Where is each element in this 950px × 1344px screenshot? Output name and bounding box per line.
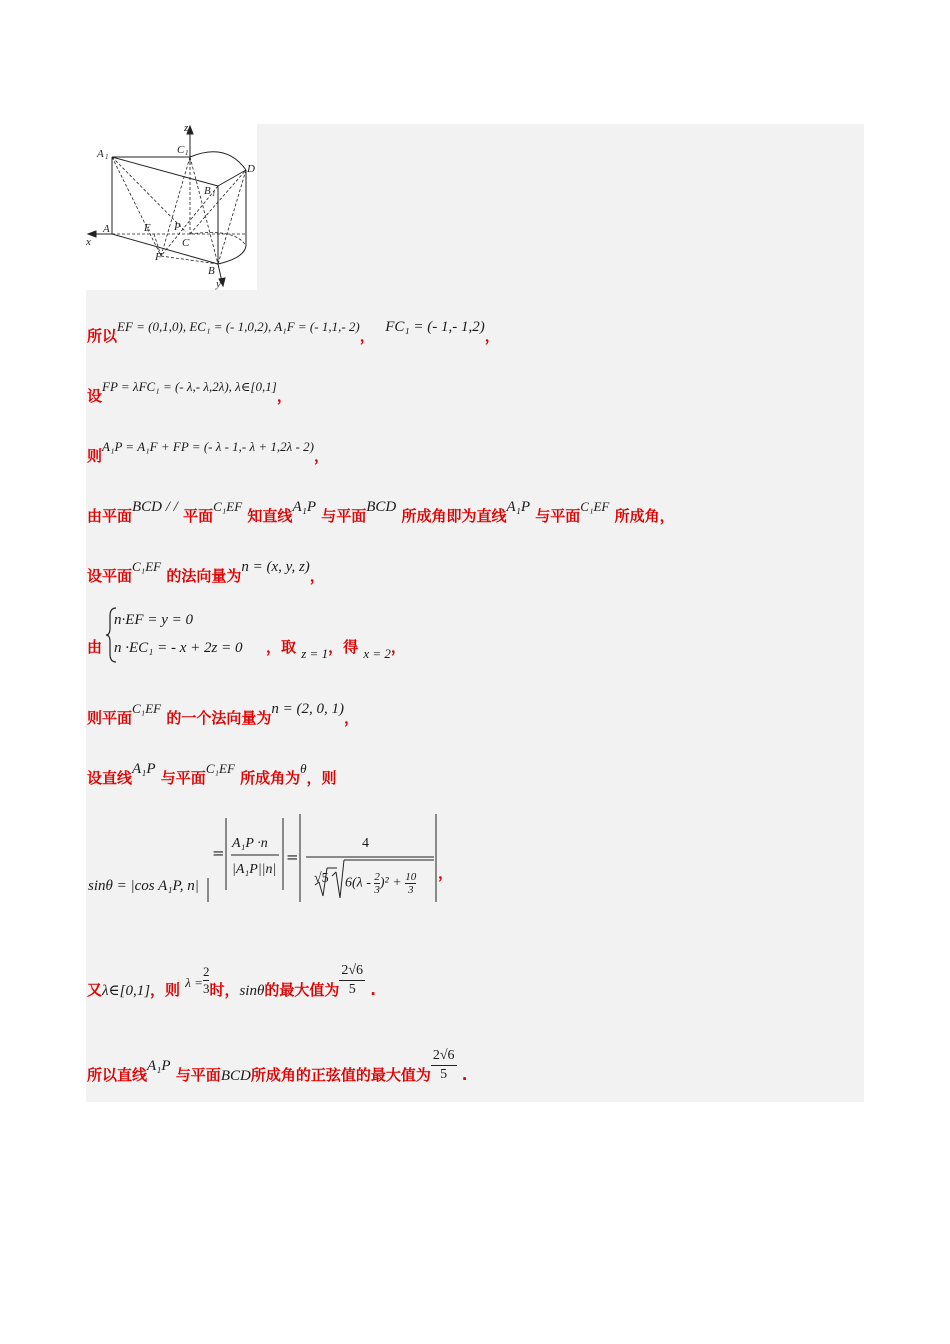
- vector-eq-1: EF = (0,1,0), EC₁ = (- 1,0,2), A₁F = (- 1,1,- 2): [117, 319, 360, 334]
- svg-text:=: =: [286, 848, 299, 866]
- label-A1: A: [97, 148, 104, 160]
- frac1-den: |A₁P||n|: [232, 862, 277, 877]
- frac2-den: 6(λ - $\frac{2}{3}$ )² + $\frac{10}{3}$: [345, 871, 417, 896]
- line-a1p: 则A₁P = A₁F + FP = (- λ - 1,- λ + 1,2λ - 2)，: [87, 439, 329, 465]
- label-x: x: [86, 236, 91, 248]
- line-max-condition: 又λ∈[0,1]，则 λ = $\frac{2}{3}$ 时，sinθ的最大值为 $\frac{2√6}{5}$ .: [87, 963, 376, 999]
- line-normal-vector: 设平面C₁EF 的法向量为n = (x, y, z)，: [87, 559, 325, 585]
- label-B: B: [208, 265, 215, 277]
- svg-text:1: 1: [212, 190, 216, 198]
- a1p-eq: A₁P = A₁F + FP = (- λ - 1,- λ + 1,2λ - 2): [102, 439, 314, 454]
- line-set-fp: 设FP = λFC₁ = (- λ,- λ,2λ), λ∈[0,1]，: [87, 379, 292, 405]
- svg-text:1: 1: [105, 153, 109, 161]
- line-system: 由: [87, 638, 103, 656]
- frac2-sqrt5: √5: [314, 871, 329, 886]
- line-angle-theta: 设直线A₁P 与平面C₁EF 所成角为θ，则: [87, 761, 337, 787]
- final-num: 2√6: [431, 1047, 457, 1066]
- label-z: z: [184, 124, 189, 134]
- formula-end: ，: [438, 864, 454, 882]
- system-row-2: n ·EC₁ = - x + 2z = 0: [114, 640, 243, 656]
- label-C: C: [182, 237, 190, 249]
- label-C1: C: [177, 144, 185, 156]
- label-P: P: [174, 221, 181, 233]
- frac1-num: A₁P ·n: [232, 836, 268, 851]
- line-plane-parallel: 由平面BCD / / 平面C₁EF 知直线A₁P 与平面BCD 所成角即为直线A₁P 与平面C₁EF 所成角，: [87, 499, 675, 525]
- vector-fc1: FC₁ = (- 1,- 1,2): [385, 319, 485, 335]
- sin-theta-lhs: sinθ = |cos A₁P, n|: [88, 878, 199, 894]
- fp-eq: FP = λFC₁ = (- λ,- λ,2λ), λ∈[0,1]: [102, 379, 277, 394]
- line-normal-result: 则平面C₁EF 的一个法向量为n = (2, 0, 1)，: [87, 701, 359, 727]
- svg-text:1: 1: [185, 149, 189, 157]
- svg-text:=: =: [212, 844, 225, 862]
- max-num: 2√6: [339, 962, 365, 981]
- line-vectors: 所以EF = (0,1,0), EC₁ = (- 1,0,2), A₁F = (- 1,1,- 2)， FC₁ = (- 1,- 1,2)，: [87, 319, 500, 345]
- system-row-1: n·EF = y = 0: [114, 612, 193, 628]
- label-B1: B: [204, 185, 211, 197]
- line-conclusion: 所以直线A₁P 与平面BCD所成角的正弦值的最大值为 $\frac{2√6}{5}$ .: [87, 1048, 468, 1084]
- label-F: F: [155, 251, 162, 263]
- label-A: A: [103, 223, 110, 235]
- line-system-tail: ，取 z = 1，得 x = 2，: [266, 638, 406, 661]
- solid-diagram: [86, 124, 257, 290]
- label-D: D: [247, 163, 255, 175]
- label-y: y: [216, 278, 221, 290]
- geometry-figure: [86, 124, 257, 290]
- frac2-num: 4: [362, 836, 369, 851]
- label-E: E: [144, 222, 151, 234]
